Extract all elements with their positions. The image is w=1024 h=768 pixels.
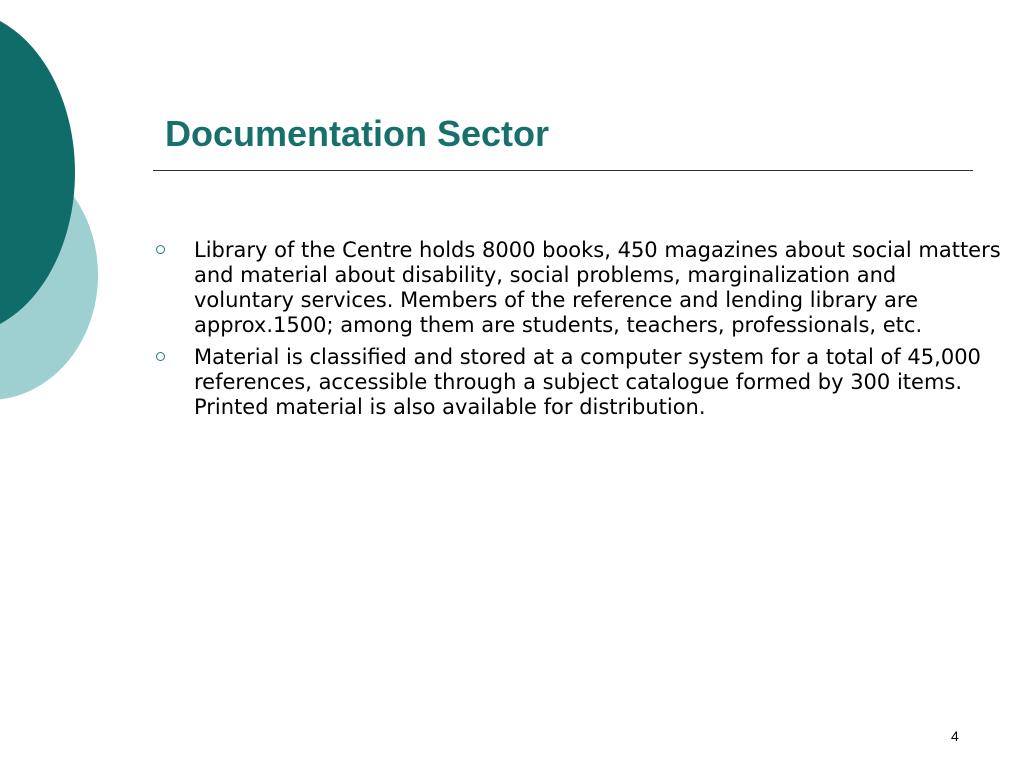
hollow-circle-bullet-icon xyxy=(156,352,165,361)
bullet-text: Library of the Centre holds 8000 books, 450 magazines about social matters and material about disability, social problems, marginalization and voluntary services. Members of the reference and lending library are approx.1500; among them are students, teachers, professionals, etc. xyxy=(194,238,1001,337)
bullet-text: Material is classified and stored at a computer system for a total of 45,000 references, accessible through a subject catalogue formed by 300 items. Printed material is also available for distribution. xyxy=(194,345,981,419)
bullet-item xyxy=(156,238,1001,338)
page-number: 4 xyxy=(951,728,959,744)
title-divider xyxy=(153,170,973,171)
bullet-list xyxy=(156,238,1001,427)
slide-title: Documentation Sector xyxy=(165,113,550,154)
hollow-circle-bullet-icon xyxy=(156,245,165,254)
bullet-item xyxy=(156,345,1001,420)
